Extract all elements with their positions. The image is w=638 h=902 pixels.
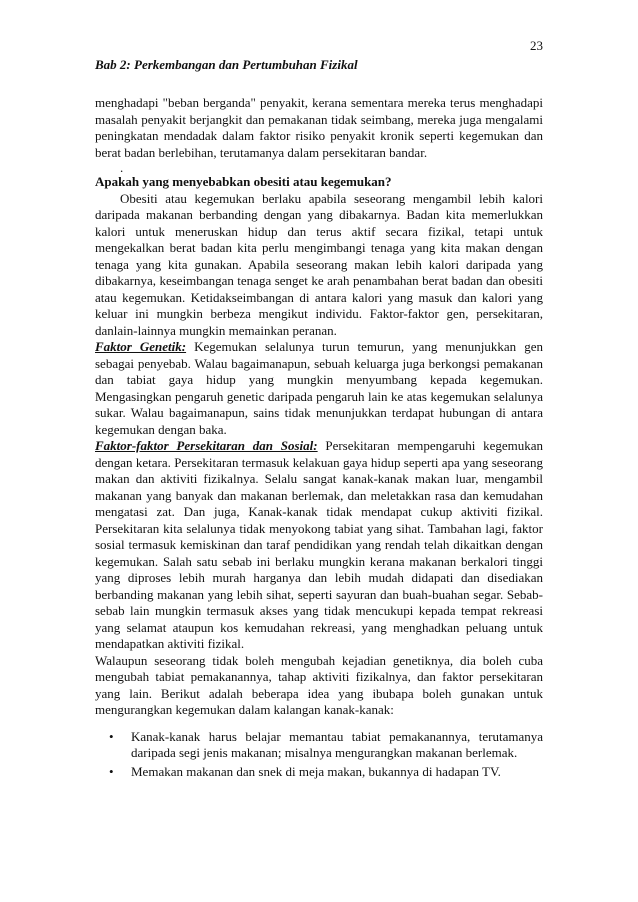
factor-genetic-text: Kegemukan selalunya turun temurun, yang menunjukkan gen sebagai penyebab. Walau bagaimanapun, sebuah keluarga juga berkongsi pemakanan dan tabiat gaya hidup yang mungkin menyumbang kepada kegemukan. Mengasingkan pengaruh genetic daripada pengaruh lain ke atas kegemukan selalunya sukar. Walau bagaimanapun, sains tidak menunjukkan terdapat hubungan di antara kegemukan dengan baka.: [95, 339, 543, 437]
page-number: 23: [530, 38, 543, 53]
section-heading: Apakah yang menyebabkan obesiti atau kegemukan?: [95, 174, 392, 189]
factor-genetic: [95, 339, 543, 438]
intro-paragraph: menghadapi "beban berganda" penyakit, kerana sementara mereka terus menghadapi masalah penyakit berjangkit dan pemakanan tidak seimbang, mereka juga mengalami peningkatan mendadak dalam faktor risiko penyakit kronik seperti kegemukan dan berat badan berlebihan, terutamanya dalam persekitaran bandar.: [95, 95, 543, 160]
list-item: [95, 729, 543, 762]
causes-paragraph: Obesiti atau kegemukan berlaku apabila seseorang mengambil lebih kalori daripada makanan berbanding dengan yang dibakarnya. Badan kita memerlukkan kalori untuk meneruskan hidup dan terus aktif secara fizikal, tetapi untuk mengekalkan berat badan kita perlu mengimbangi tenaga yang kita makan dengan tenaga yang kita gunakan. Apabila seseorang makan lebih kalori daripada yang dibakarnya, keseimbangan tenaga senget ke arah penambahan berat badan dan obesiti atau kegemukan. Ketidakseimbangan di antara kalori yang masuk dan kalori yang keluar ini mungkin berbeza mengikut individu. Faktor-faktor gen, persekitaran, danlain-lainnya mungkin memainkan peranan.: [95, 190, 543, 338]
page-body: [95, 95, 543, 782]
advice-list: [95, 729, 543, 781]
bullet-icon: •: [109, 763, 114, 779]
list-item-text: Kanak-kanak harus belajar memantau tabiat pemakanannya, terutamanya daripada segi jenis makanan; misalnya mengurangkan makanan berlemak.: [131, 728, 543, 760]
factor-environment-text: Persekitaran mempengaruhi kegemukan dengan ketara. Persekitaran termasuk kelakuan gaya hidup seperti apa yang seseorang makan dan aktiviti fizikalnya. Selalu sangat kanak-kanak makan luar, mengambil makanan yang banyak dan makanan berlemak, dan meletakkan rasa dan kemudahan mengatasi zat. Dan juga, Kanak-kanak tidak mendapat cukup aktiviti fizikal. Persekitaran kita selalunya tidak menyokong tabiat yang sihat. Tambahan lagi, faktor sosial termasuk kemiskinan dan taraf pendidikan yang rendah telah dikaitkan dengan kegemukan. Salah satu sebab ini berlaku mungkin kerana makanan berkalori tinggi yang diproses lebih murah harganya dan lebih mudah didapati dan disediakan berbanding makanan yang lebih sihat, seperti sayuran dan buah-buahan segar. Sebab-sebab lain mungkin termasuk akses yang tidak mencukupi kepada tempat rekreasi yang selamat ataupun kos kemudahan rekreasi, yang menghadkan peluang untuk mendapatkan aktiviti fizikal.: [95, 438, 543, 651]
chapter-header: Bab 2: Perkembangan dan Pertumbuhan Fizikal: [95, 57, 358, 72]
stray-mark: .: [120, 160, 124, 175]
factor-environment: [95, 438, 543, 653]
factor-environment-title: Faktor-faktor Persekitaran dan Sosial:: [95, 438, 318, 453]
factor-genetic-title: Faktor Genetik:: [95, 339, 187, 354]
list-item-text: Memakan makanan dan snek di meja makan, bukannya di hadapan TV.: [131, 763, 501, 779]
list-item: [95, 764, 543, 781]
advice-paragraph: Walaupun seseorang tidak boleh mengubah kejadian genetiknya, dia boleh cuba mengubah tabiat pemakanannya, tahap aktiviti fizikalnya, dan faktor persekitaran yang lain. Berikut adalah beberapa idea yang ibubapa boleh gunakan untuk mengurangkan kegemukan dalam kalangan kanak-kanak:: [95, 652, 543, 717]
bullet-icon: •: [109, 728, 114, 744]
